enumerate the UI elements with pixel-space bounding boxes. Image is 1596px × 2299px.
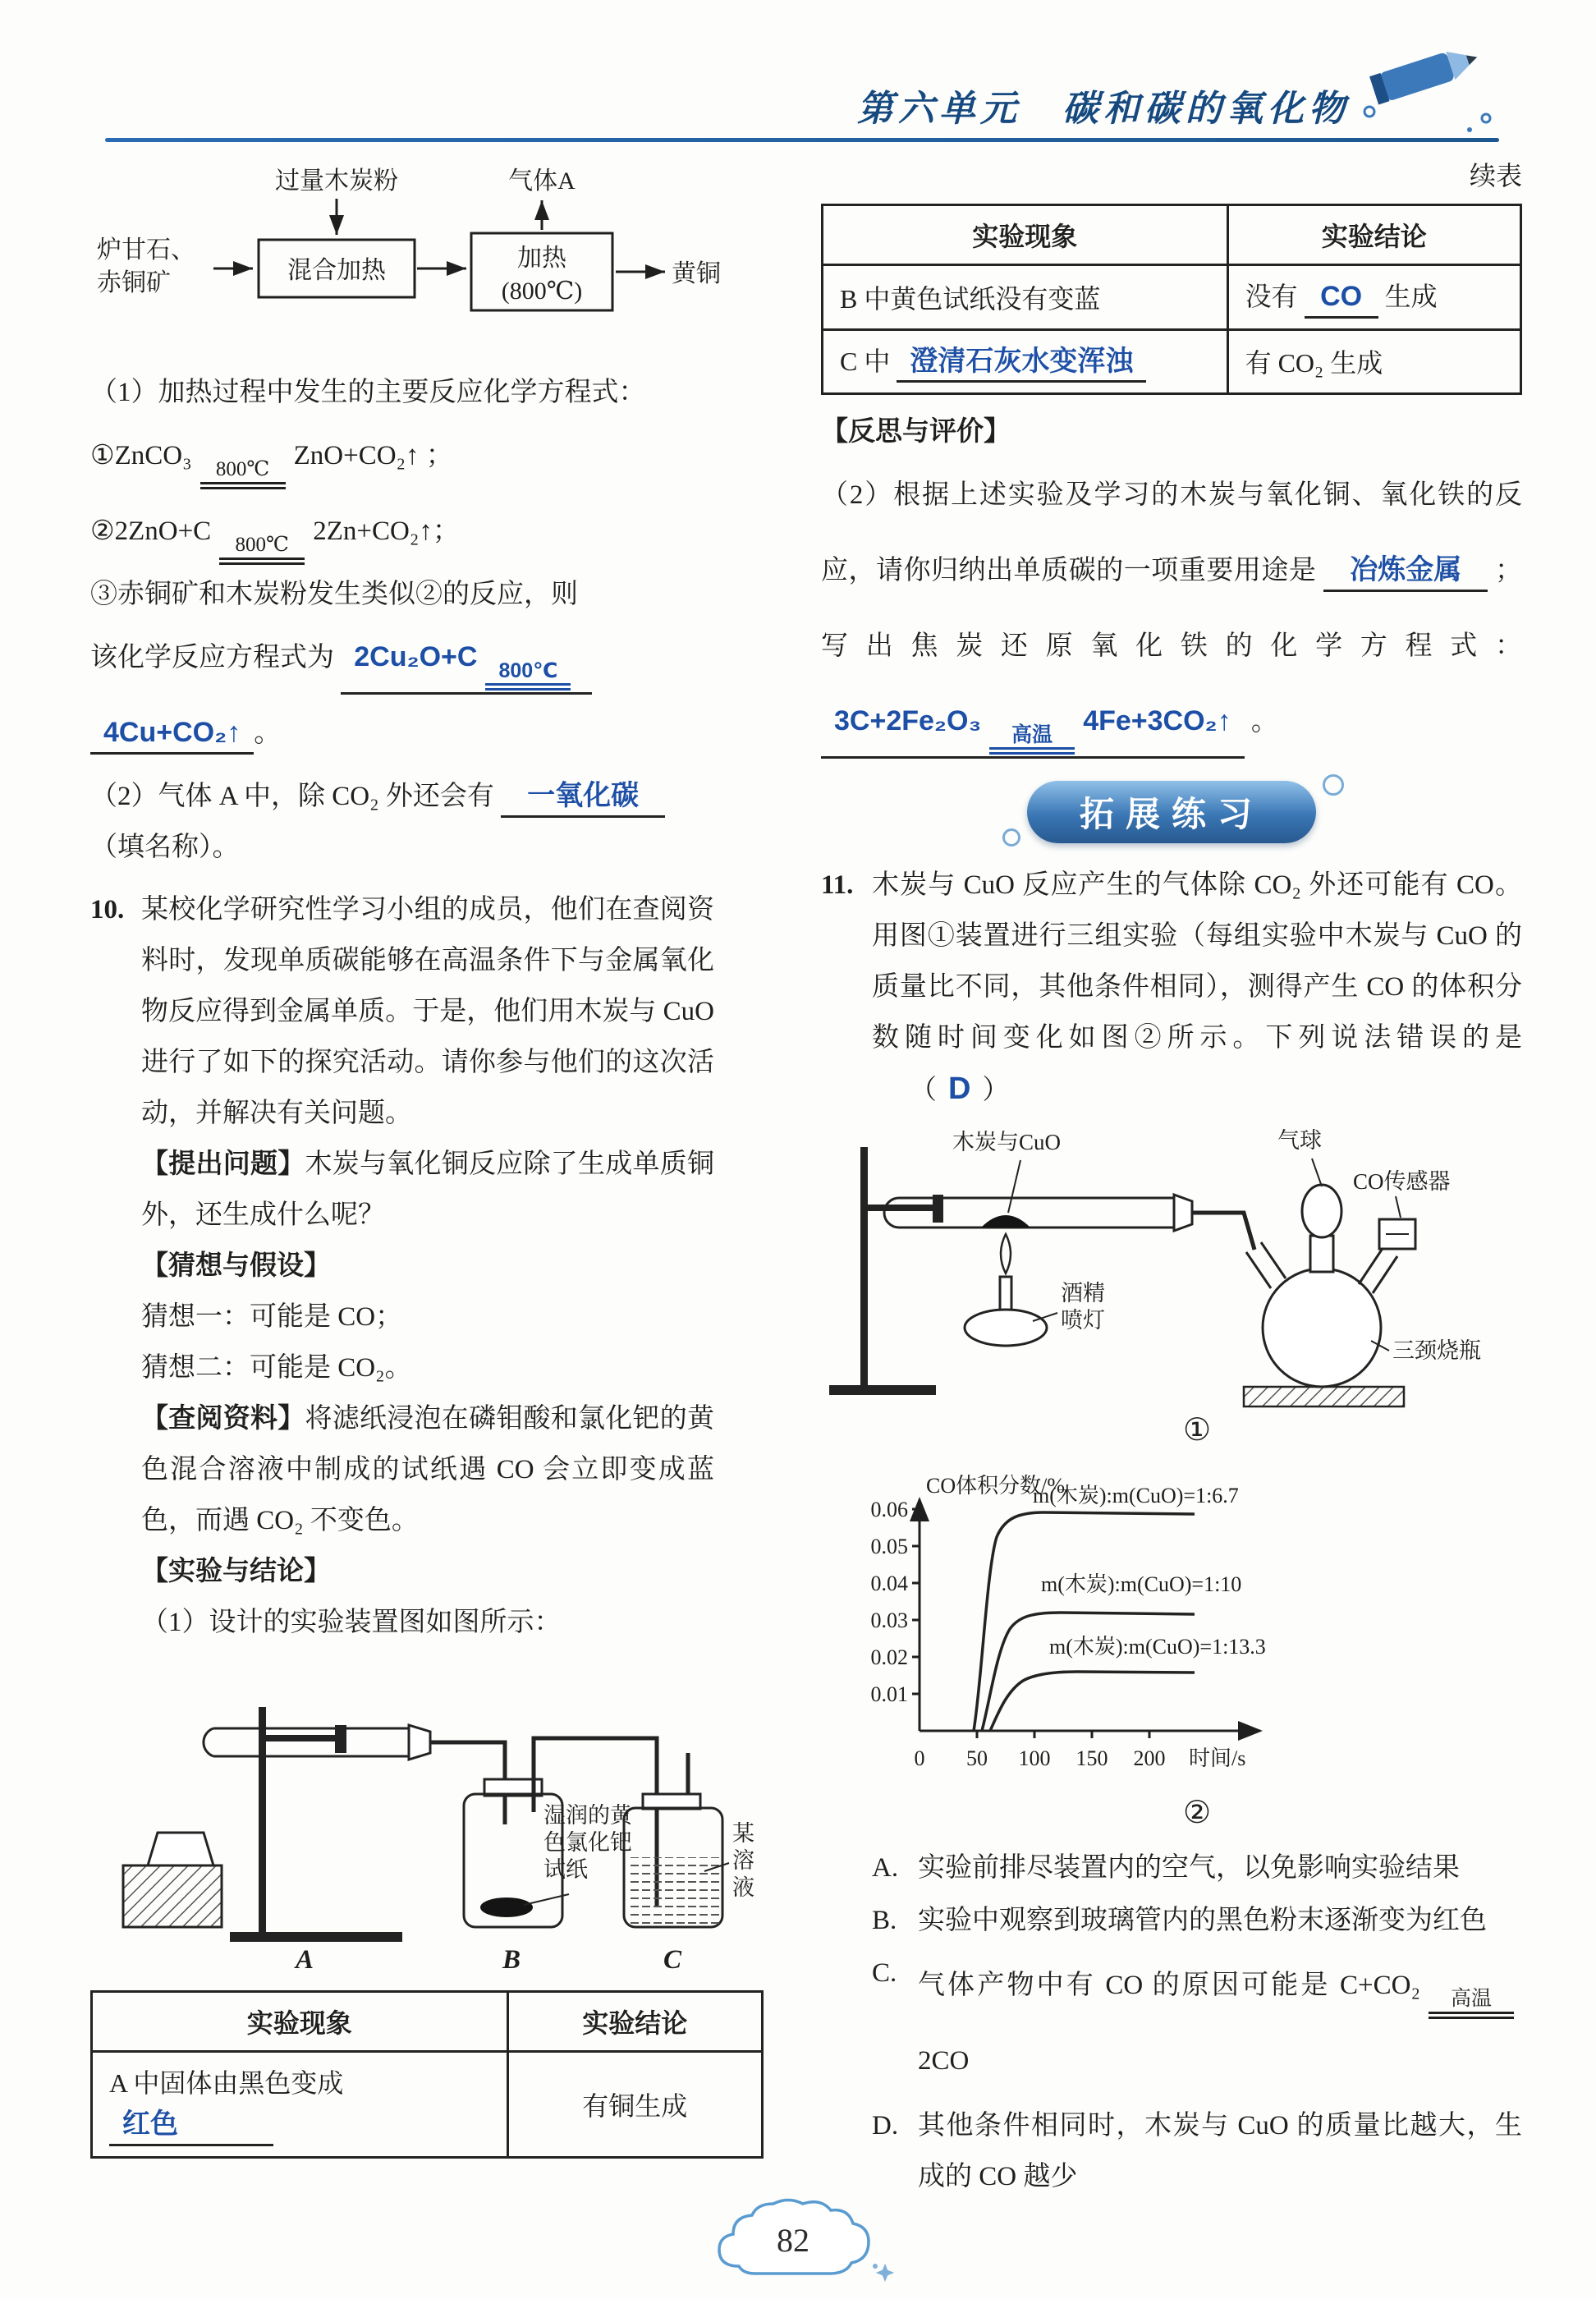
answer3-products: 4Cu+CO₂↑ [103,717,241,748]
q10-conclusion-label [141,1546,714,1597]
flow-label-brass: 黄铜 [672,260,721,287]
q10-guess-2-text: 猜想二：可能是 CO₂。 [141,1353,412,1383]
co-volume-chart-svg [821,1460,1445,1788]
experiment-table-left [90,1990,764,2159]
reflect-label: 【反思与评价】 [821,417,1011,447]
option-d [872,2100,1522,2202]
y-tick-001: 0.01 [870,1682,908,1706]
equation-2 [90,493,714,569]
experiment-table-right [821,204,1522,395]
x-tick-0: 0 [914,1746,925,1770]
answer-co: CO [1320,281,1363,312]
series-label-2: m(木炭):m(CuO)=1:10 [1041,1572,1242,1596]
option-d-text: 其他条件相同时，木炭与 CuO 的质量比越大，生成的 CO 越少 [918,2111,1522,2191]
part2-tail [90,822,714,873]
label-three-neck-flask: 三颈烧瓶 [1392,1338,1481,1363]
answer-letter: D [948,1071,971,1106]
q11-body-text: 木炭与 CuO 反应产生的气体除 CO₂ 外还可能有 CO。用图①装置进行三组实验（每组实验中木炭与 CuO 的质量比不同，其他条件相同），测得产生 CO 的体积分数随时间变化如图②所示。下列说法错误的是 [872,870,1522,1053]
eq1-reactants: ①ZnCO₃ [90,441,192,470]
answer3-double-line [485,683,571,691]
label-bottle-b: B [502,1945,521,1975]
q10-conclusion-label-text: 【实验与结论】 [141,1557,331,1586]
option-b [872,1895,1522,1946]
part3-answer-line1 [90,620,714,695]
eq2-products: 2Zn+CO₂↑； [313,516,460,546]
table-header-row [823,205,1521,265]
part3-lead-text: 该化学反应方程式为 [90,643,334,672]
part3-period: 。 [254,718,282,748]
y-tick-005: 0.05 [870,1535,908,1558]
answer-blank-iron-equation [821,704,1245,759]
option-a [872,1842,1522,1893]
label-balloon: 气球 [1277,1128,1322,1153]
label-test-paper: 湿润的黄色氯化钯试纸 [543,1803,632,1882]
cell-conclusion-b [1227,265,1520,330]
cell-conclusion-c: 有 CO₂ 生成 [1227,329,1520,394]
q11-answer [910,1071,1010,1106]
part2-lead-text: （2）气体 A 中，除 CO₂ 外还会有 [90,782,494,811]
option-c-pre: 气体产物中有 CO 的原因可能是 C+CO₂ [918,1971,1420,2000]
answer-blank-color [109,2107,273,2146]
conclusion-b-pre: 没有 [1245,282,1298,311]
answer-color: 红色 [122,2109,178,2140]
option-a-key: A. [872,1853,899,1883]
y-tick-003: 0.03 [870,1608,908,1632]
flow-label-top-input: 过量木炭粉 [275,167,398,195]
eq2-condition-stack [219,533,305,565]
q10-research [141,1393,714,1546]
option-c-condition: 高温 [1450,1988,1492,2010]
option-c [872,1948,1522,2099]
q10-research-text: 将滤纸浸泡在磷钼酸和氯化钯的黄色混合溶液中制成的试纸遇 CO 会立即变成蓝色，而遇 CO₂ 不变色。 [141,1404,714,1535]
header-phenomenon: 实验现象 [823,205,1228,265]
cell-conclusion: 有铜生成 [507,2052,762,2158]
banner-pill [1027,781,1316,843]
eq1-condition-stack [200,457,286,489]
question-10 [90,884,754,2159]
answer-paren-open: （ [910,1076,937,1105]
flow-diagram [90,161,721,354]
option-b-key: B. [872,1906,897,1935]
question-10-number: 10. [90,895,125,925]
reflect-text-2: ；写出焦炭还原氧化铁的化学方程式： [821,556,1523,661]
answer-blank-use [1323,553,1488,592]
answer-blank-co [1305,279,1378,319]
q10-body-text: 某校化学研究性学习小组的成员，他们在查阅资料时，发现单质碳能够在高温条件下与金属氧化物反应得到金属单质。于是，他们用木炭与 CuO 进行了如下的探究活动。请你参与他们的这次活动，并解决有关问题。 [141,895,714,1128]
eq1-products: ZnO+CO₂↑ ； [293,441,453,470]
answer-eq-condition: 高温 [1011,723,1053,746]
answer-blank-equation3a [341,640,592,695]
answer-blank-gas-name [501,778,665,818]
series-label-1: m(木炭):m(CuO)=1:6.7 [1033,1484,1239,1507]
eq1-double-line [200,482,286,489]
q10-guess-1-text: 猜想一：可能是 CO； [141,1302,403,1332]
table-header-row [92,1992,763,2052]
series-label-3: m(木炭):m(CuO)=1:13.3 [1049,1635,1266,1659]
header-conclusion: 实验结论 [507,1992,762,2052]
q10-body [141,884,714,1139]
q10-ask-text: 木炭与氧化铜反应除了生成单质铜外，还生成什么呢？ [141,1150,714,1230]
part3-text: ③赤铜矿和木炭粉发生类似②的反应，则 [90,580,578,609]
unit-title: 第六单元 碳和碳的氧化物 [857,89,1350,129]
figure-2-caption: ② [1182,1796,1212,1830]
header-phenomenon: 实验现象 [92,1992,508,2052]
flow-label-ore-line2: 赤铜矿 [97,269,171,296]
part2-line [90,771,714,822]
conclusion-b-post: 生成 [1384,282,1438,311]
question-11-number: 11. [821,870,854,900]
answer-blank-equation3b [90,715,254,755]
banner-title: 拓展练习 [1079,795,1264,833]
label-charcoal-cuo: 木炭与CuO [952,1130,1062,1154]
phenomenon-c-pre: C 中 [840,346,891,376]
figure-1-caption: ① [1182,1413,1212,1448]
answer2-text: 一氧化碳 [527,780,640,811]
y-tick-004: 0.04 [870,1572,908,1595]
answer-paren-close: ） [982,1076,1010,1105]
option-c-key: C. [872,1958,897,1988]
y-tick-002: 0.02 [870,1645,908,1669]
q10-design-intro-text: （1）设计的实验装置图如图所示： [141,1608,562,1637]
right-column [821,158,1522,2266]
header-conclusion: 实验结论 [1227,205,1520,265]
option-c-text [918,1948,1522,2099]
flow-box-heat-line2: (800℃) [501,278,583,305]
y-tick-006: 0.06 [870,1498,908,1521]
answer-limewater: 澄清石灰水变浑浊 [910,345,1134,377]
reflect-period: 。 [1250,707,1278,737]
label-bottle-a: A [296,1945,314,1975]
answer-eq-products: 4Fe+3CO₂↑ [1083,705,1231,737]
flow-box-heat-line1: 加热 [517,245,566,272]
page-number-cloud [704,2194,901,2292]
eq1-condition: 800℃ [215,458,270,480]
label-bottle-c: C [663,1945,682,1975]
flow-label-gas-a: 气体A [508,167,576,195]
continued-table-label: 续表 [1469,161,1522,190]
reflect-text-1: （2）根据上述实验及学习的木炭与氧化铜、氧化铁的反应，请你归纳出单质碳的一项重要用途是 [821,480,1522,585]
option-c-post: 2CO [918,2046,970,2076]
label-co-sensor: CO传感器 [1353,1169,1451,1194]
reflect-label-line [821,406,1522,457]
page-number: 82 [777,2222,809,2259]
x-tick-150: 150 [1075,1746,1108,1770]
pencil-icon [1348,16,1504,140]
part1-intro [90,367,714,418]
table-row-b [823,265,1521,330]
eq2-condition: 800℃ [235,534,289,556]
part2-tail-text: （填名称）。 [90,833,240,862]
q10-ask-label: 【提出问题】 [141,1150,305,1179]
cell-phenomenon [92,2052,508,2158]
table-row [92,2052,763,2158]
x-tick-100: 100 [1018,1746,1051,1770]
phenomenon-text: A 中固体由黑色变成 [109,2068,344,2098]
part3-answer-line2 [90,695,714,771]
answer3-condition-stack [485,658,571,691]
option-b-text: 实验中观察到玻璃管内的黑色粉末逐渐变为红色 [918,1906,1487,1935]
apparatus-figure-1 [821,1122,1494,1410]
answer-eq-double-line [989,747,1075,755]
q10-guess-1 [141,1292,714,1342]
flow-label-ore-line1: 炉甘石、 [97,236,195,264]
left-column [90,158,754,2266]
answer3-condition: 800℃ [498,659,558,682]
answer-blank-limewater [897,344,1146,383]
x-tick-200: 200 [1133,1746,1166,1770]
part3-line1 [90,569,714,620]
eq2-double-line [219,558,305,565]
q11-body [872,860,1522,1116]
flow-box-mix-heat: 混合加热 [287,257,386,284]
label-alcohol-lamp: 酒精喷灯 [1061,1281,1105,1333]
x-axis-label: 时间/s [1189,1746,1246,1770]
q10-guess-label-text: 【猜想与假设】 [141,1251,331,1281]
label-solution: 某溶液 [732,1821,754,1900]
part1-intro-text: （1）加热过程中发生的主要反应化学方程式： [90,378,646,407]
option-d-key: D. [872,2111,899,2141]
cell-phenomenon-c [823,329,1228,394]
curve-ratio-1-13.3 [990,1672,1195,1731]
q10-guess-2 [141,1342,714,1393]
option-c-double-line [1429,2012,1514,2019]
question-11 [821,860,1522,2202]
reflect-paragraph [821,457,1522,759]
q10-design-intro [141,1597,714,1648]
q10-research-label: 【查阅资料】 [141,1404,305,1434]
cell-phenomenon-b: B 中黄色试纸没有变蓝 [823,265,1228,330]
co-volume-chart [821,1460,1461,1792]
table-row-c [823,329,1521,394]
equation-1 [90,418,714,493]
answer3-reactants: 2Cu₂O+C [354,641,478,672]
header-rule [105,138,1499,142]
eq2-reactants: ②2ZnO+C [90,516,212,546]
y-axis-label: CO体积分数/% [926,1474,1066,1498]
option-c-condition-stack [1429,1987,1514,2019]
q10-ask [141,1139,714,1241]
answer-use: 冶炼金属 [1350,554,1462,585]
answer-eq-condition-stack [989,723,1075,755]
x-tick-50: 50 [966,1746,988,1770]
apparatus-diagram-abc [90,1656,764,1980]
q10-guess-label [141,1241,714,1292]
expansion-exercises-banner [821,781,1522,843]
answer-eq-reactants: 3C+2Fe₂O₃ [834,705,982,737]
option-a-text: 实验前排尽装置内的空气，以免影响实验结果 [918,1853,1460,1883]
